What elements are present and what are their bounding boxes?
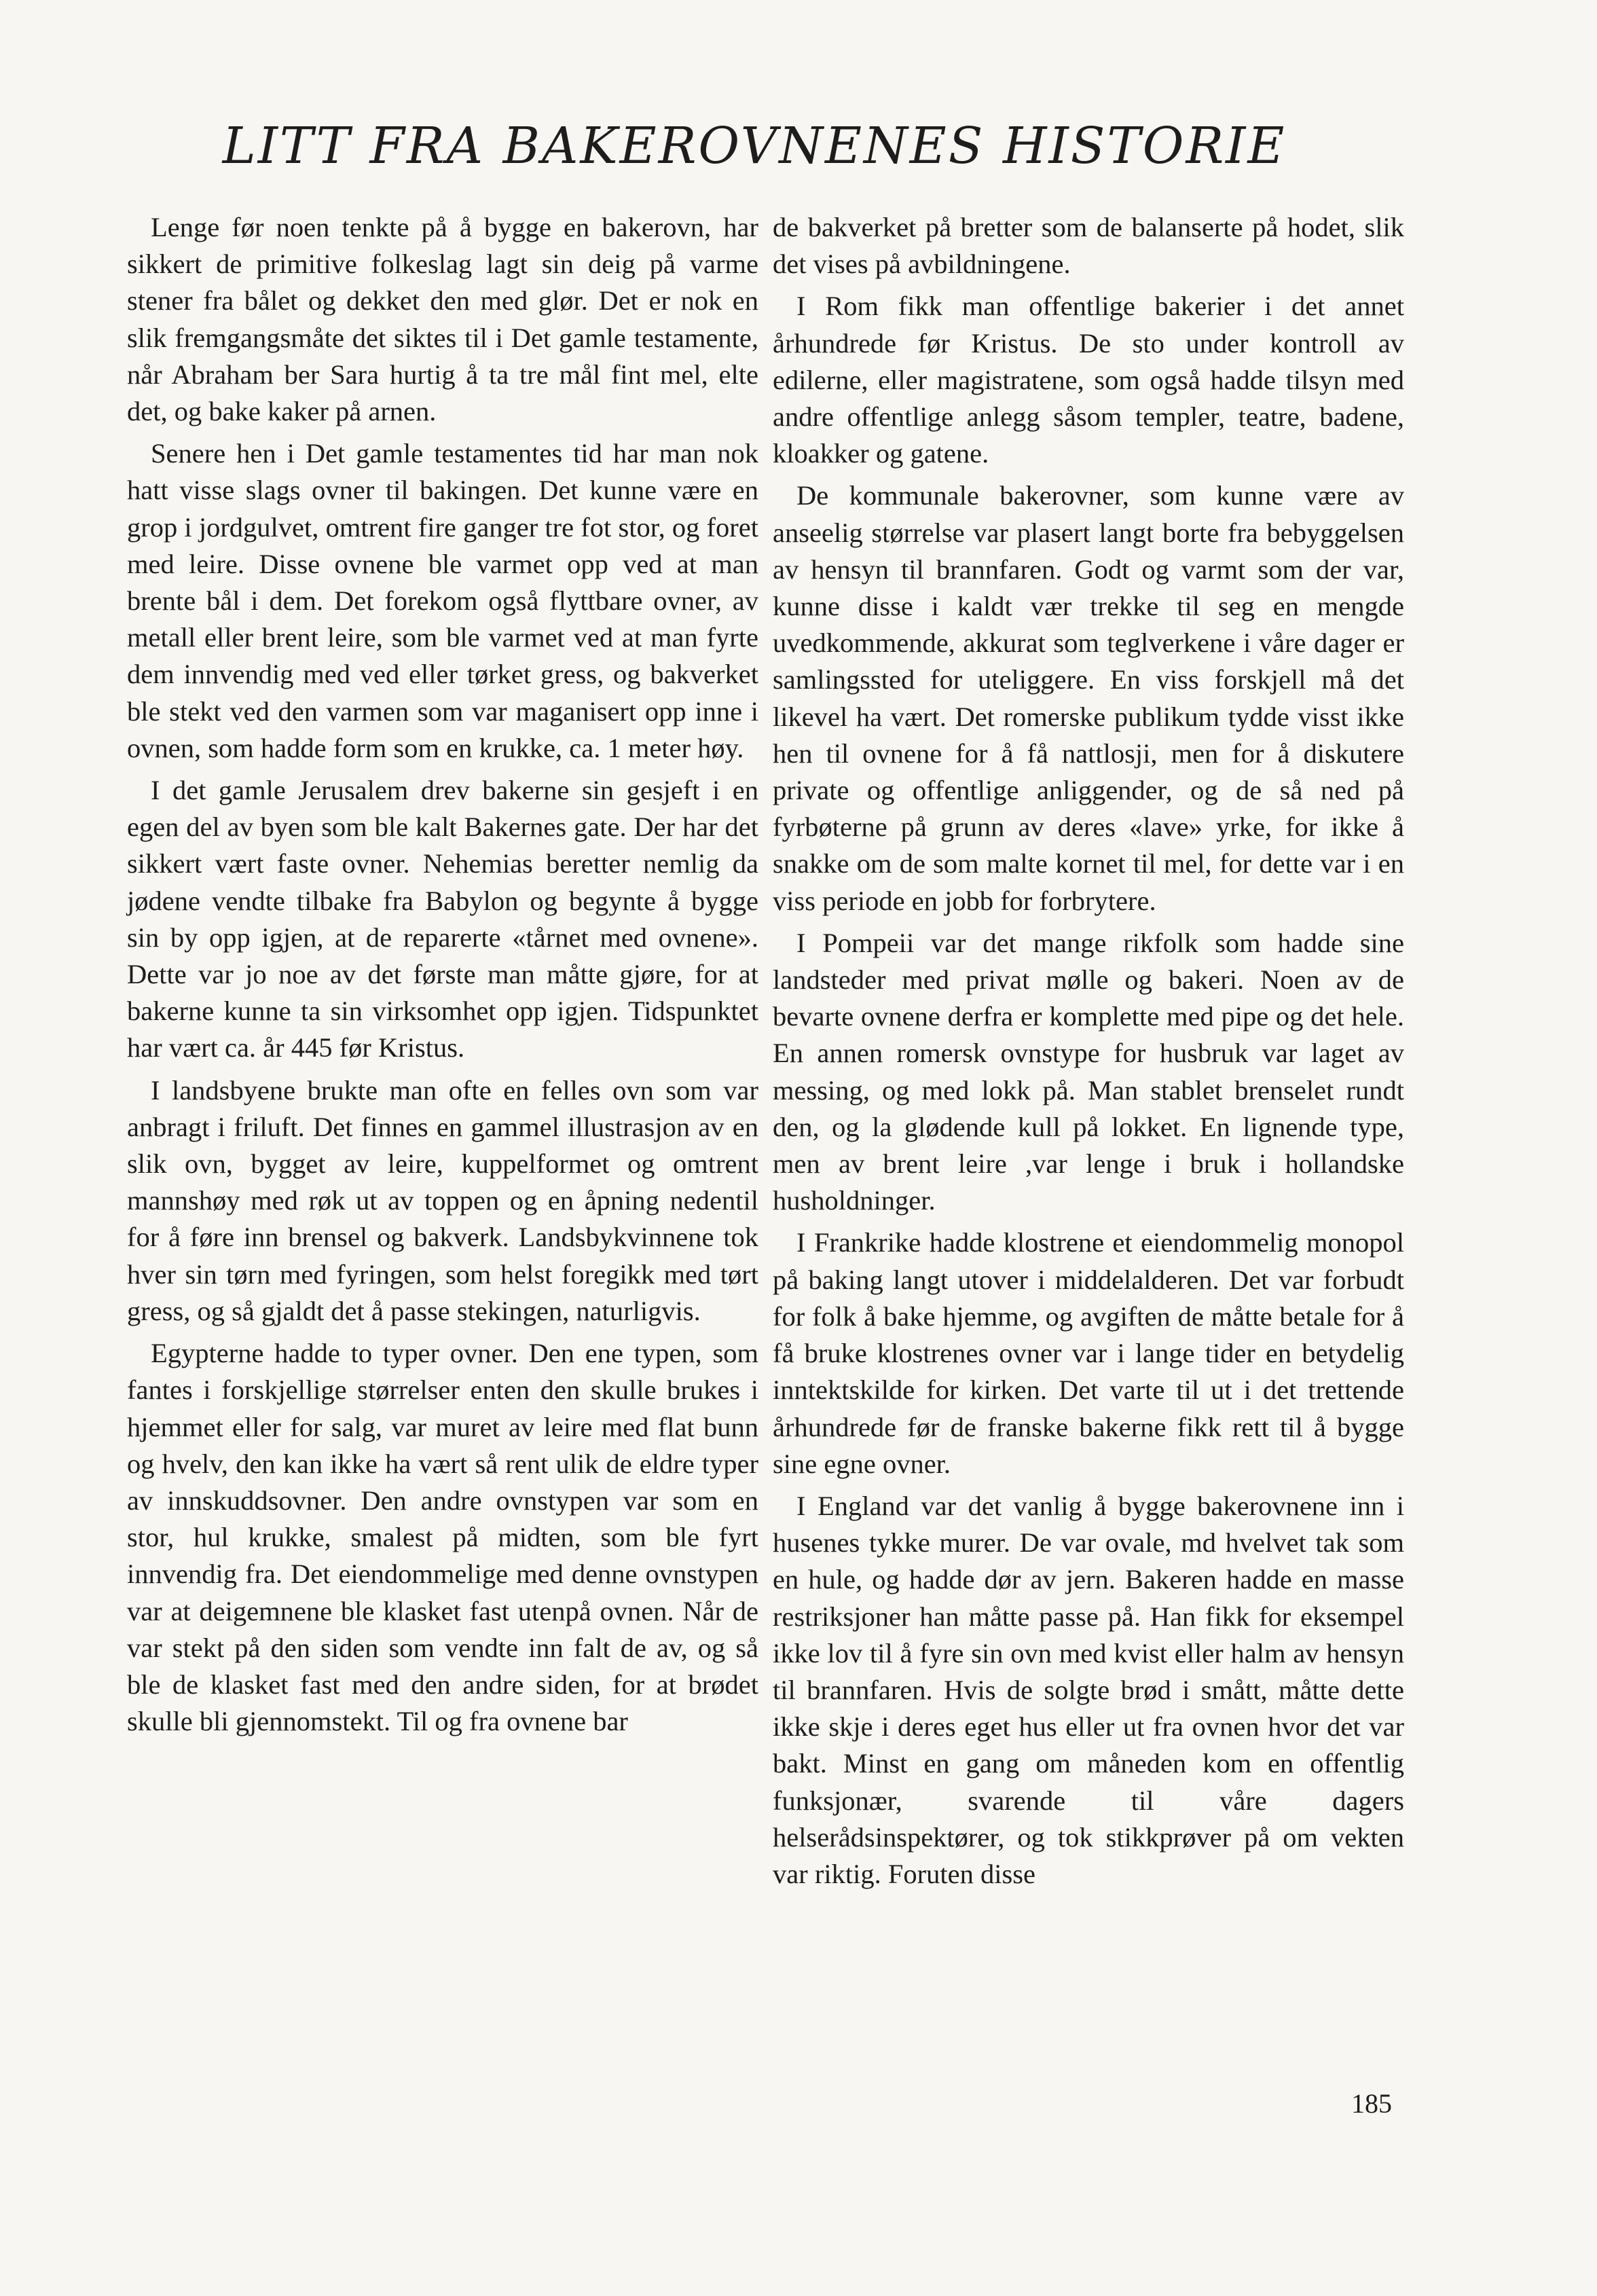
page-title: LITT FRA BAKEROVNENES HISTORIE: [222, 117, 1287, 175]
paragraph: Egypterne hadde to typer ovner. Den ene typen, som fantes i forskjellige størrelser enten den skulle brukes i hjemmet eller for salg, var muret av leire med flat bunn og hvelv, den kan ikke ha vært så rent ulik de eldre typer av innskuddsovner. Den andre ovnstypen var som en stor, hul krukke, smalest på midten, som ble fyrt innvendig fra. Det eiendommelige med denne ovnstypen var at deigemnene ble klasket fast utenpå ovnen. Når de var stekt på den siden som vendte inn falt de av, og så ble de klasket fast med den andre siden, for at brødet skulle bli gjennomstekt. Til og fra ovnene bar: [127, 1338, 758, 1737]
paragraph: I England var det vanlig å bygge bakerovnene inn i husenes tykke murer. De var ovale, md hvelvet tak som en hule, og hadde dør av jern. Bakeren hadde en masse restriksjoner han måtte passe på. Han fikk for eksempel ikke lov til å fyre sin ovn med kvist eller halm av hensyn til brannfaren. Hvis de solgte brød i smått, måtte dette ikke skje i deres eget hus eller ut fra ovnen hvor det var bakt. Minst en gang om måneden kom en offentlig funksjonær, svarende til våre dagers helserådsinspektører, og tok stikkprøver på om vekten var riktig. Foruten disse: [773, 1490, 1404, 1889]
right-column: [773, 209, 1404, 1898]
paragraph: Senere hen i Det gamle testamentes tid har man nok hatt visse slags ovner til bakingen. Det kunne være en grop i jordgulvet, omtrent fire ganger tre fot stor, og foret med leire. Disse ovnene ble varmet opp ved at man brente bål i dem. Det forekom også flyttbare ovner, av metall eller brent leire, som ble varmet ved at man fyrte dem innvendig med ved eller tørket gress, og bakverket ble stekt ved den varmen som var maganisert opp inne i ovnen, som hadde form som en krukke, ca. 1 meter høy.: [127, 438, 758, 763]
paragraph: I det gamle Jerusalem drev bakerne sin gesjeft i en egen del av byen som ble kalt Bakernes gate. Der har det sikkert vært faste ovner. Nehemias beretter nemlig da jødene vendte tilbake fra Babylon og begynte å bygge sin by opp igjen, at de reparerte «tårnet med ovnene». Dette var jo noe av det første man måtte gjøre, for at bakerne kunne ta sin virksomhet opp igjen. Tidspunktet har vært ca. år 445 før Kristus.: [127, 775, 758, 1063]
paragraph: I Pompeii var det mange rikfolk som hadde sine landsteder med privat mølle og bakeri. Noen av de bevarte ovnene derfra er komplette med pipe og det hele. En annen romersk ovnstype for husbruk var laget av messing, og med lokk på. Man stablet brenselet rundt den, og la glødende kull på lokket. En lignende type, men av brent leire ,var lenge i bruk i hollandske husholdninger.: [773, 927, 1404, 1216]
paragraph: I Rom fikk man offentlige bakerier i det annet århundrede før Kristus. De sto under kontroll av edilerne, eller magistratene, som også hadde tilsyn med andre offentlige anlegg såsom templer, teatre, badene, kloakker og gatene.: [773, 291, 1404, 469]
paragraph: De kommunale bakerovner, som kunne være av anseelig størrelse var plasert langt borte fra bebyggelsen av hensyn til brannfaren. Godt og varmt som der var, kunne disse i kaldt vær trekke til seg en mengde uvedkommende, akkurat som teglverkene i våre dager er samlingssted for uteliggere. En viss forskjell må det likevel ha vært. Det romerske publikum tydde visst ikke hen til ovnene for å få nattlosji, men for å diskutere private og offentlige anliggender, og de så ned på fyrbøterne på grunn av deres «lave» yrke, for ikke å snakke om de som malte kornet til mel, for dette var i en viss periode en jobb for forbrytere.: [773, 480, 1404, 916]
page-number: 185: [1351, 2088, 1392, 2119]
left-column: [127, 209, 758, 1745]
paragraph: I Frankrike hadde klostrene et eiendommelig monopol på baking langt utover i middelalderen. Det var forbudt for folk å bake hjemme, og avgiften de måtte betale for å få bruke klostrenes ovner var i lange tider en betydelig inntektskilde for kirken. Det varte til ut i det trettende århundrede før de franske bakerne fikk rett til å bygge sine egne ovner.: [773, 1227, 1404, 1479]
paragraph: Lenge før noen tenkte på å bygge en bakerovn, har sikkert de primitive folkeslag lagt sin deig på varme stener fra bålet og dekket den med glør. Det er nok en slik fremgangsmåte det siktes til i Det gamle testamente, når Abraham ber Sara hurtig å ta tre mål fint mel, elte det, og bake kaker på arnen.: [127, 212, 758, 427]
paragraph: I landsbyene brukte man ofte en felles ovn som var anbragt i friluft. Det finnes en gammel illustrasjon av en slik ovn, bygget av leire, kuppelformet og omtrent mannshøy med røk ut av toppen og en åpning nedentil for å føre inn brensel og bakverk. Landsbykvinnene tok hver sin tørn med fyringen, som helst foregikk med tørt gress, og så gjaldt det å passe stekingen, naturligvis.: [127, 1074, 758, 1326]
paragraph-continued: de bakverket på bretter som de balanserte på hodet, slik det vises på avbildningene.: [773, 212, 1404, 280]
